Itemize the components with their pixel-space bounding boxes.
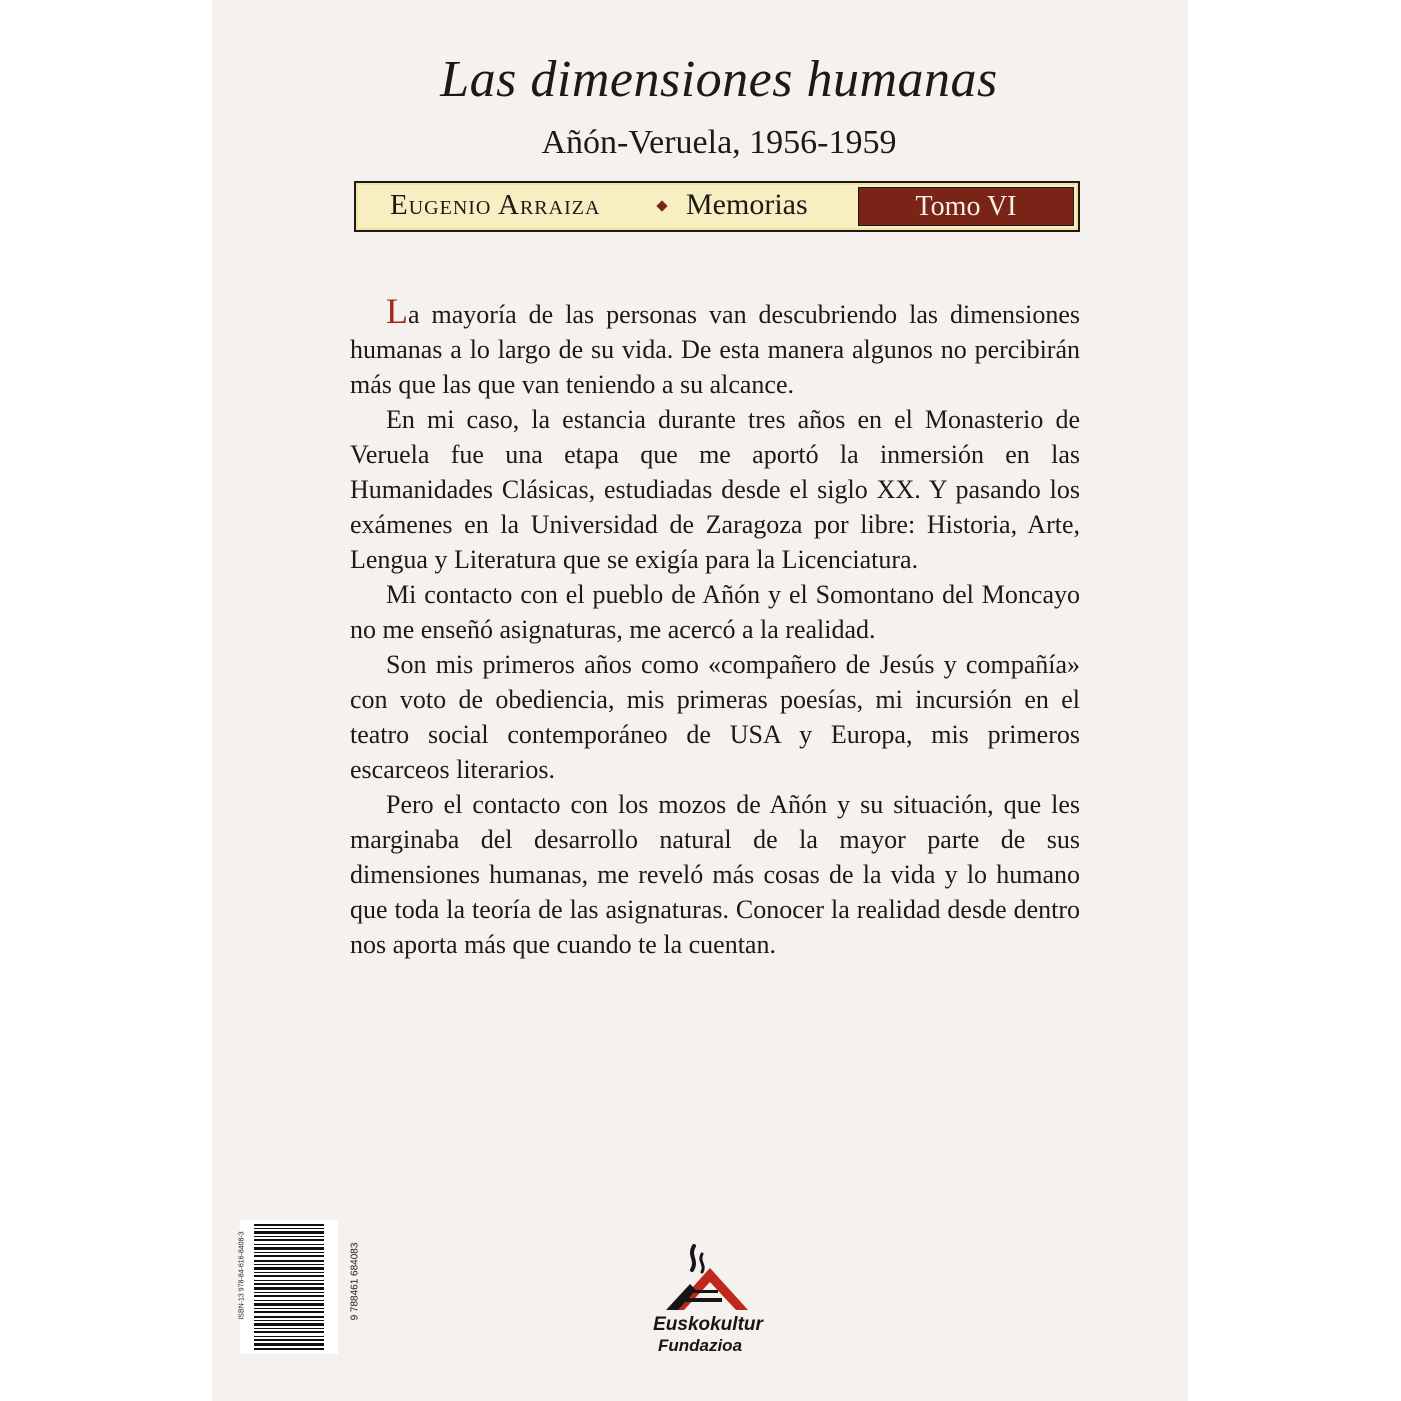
volume-label: Tomo VI [858,187,1074,226]
book-subtitle: Añón-Veruela, 1956-1959 [541,124,897,161]
barcode-number: 9 788461 684083 [349,1242,361,1321]
blurb-text [350,291,1080,962]
isbn-label: ISBN-13 978-84-616-8408-3 [238,1231,246,1320]
book-title: Las dimensiones humanas [440,51,998,108]
blurb-paragraph: Son mis primeros años como «compañero de Jesús y compañía» con voto de obediencia, mis primeras poesías, mi incursión en el teatro social contemporáneo de USA y Europa, mis primeros escarceos literarios. [350,650,1080,784]
series-band [354,181,1080,232]
publisher-subname: Fundazioa [657,1336,743,1355]
series-name: Memorias [686,188,808,221]
book-back-cover [212,0,1188,1401]
isbn-barcode [238,1220,361,1354]
blurb-paragraph: La mayoría de las personas van descubriendo las dimensiones humanas a lo largo de su vida. De esta manera algunos no percibirán más que las que van teniendo a su alcance. [350,291,1080,399]
triangle-flame-logo-icon [664,1244,752,1316]
drop-cap: L [386,291,408,331]
barcode-icon [240,1220,338,1354]
blurb-paragraph: En mi caso, la estancia durante tres años en el Monasterio de Veruela fue una etapa que me aportó la inmersión en las Humanidades Clásicas, estudiadas desde el siglo XX. Y pasando los exámenes en la Universidad de Zaragoza por libre: Historia, Arte, Lengua y Literatura que se exigía para la Licenciatura. [350,405,1080,574]
blurb-paragraph: Mi contacto con el pueblo de Añón y el Somontano del Moncayo no me enseñó asignaturas, me acercó a la realidad. [350,580,1080,644]
publisher-name: Euskokultur [653,1314,763,1335]
publisher-logo [638,1244,778,1362]
diamond-separator-icon [656,200,667,211]
author-name: Eugenio Arraiza [390,189,601,221]
blurb-paragraph: Pero el contacto con los mozos de Añón y su situación, que les marginaba del desarrollo natural de la mayor parte de sus dimensiones humanas, me reveló más cosas de la vida y lo humano que toda la teoría de las asignaturas. Conocer la realidad desde dentro nos aporta más que cuando te la cuentan. [350,790,1080,959]
